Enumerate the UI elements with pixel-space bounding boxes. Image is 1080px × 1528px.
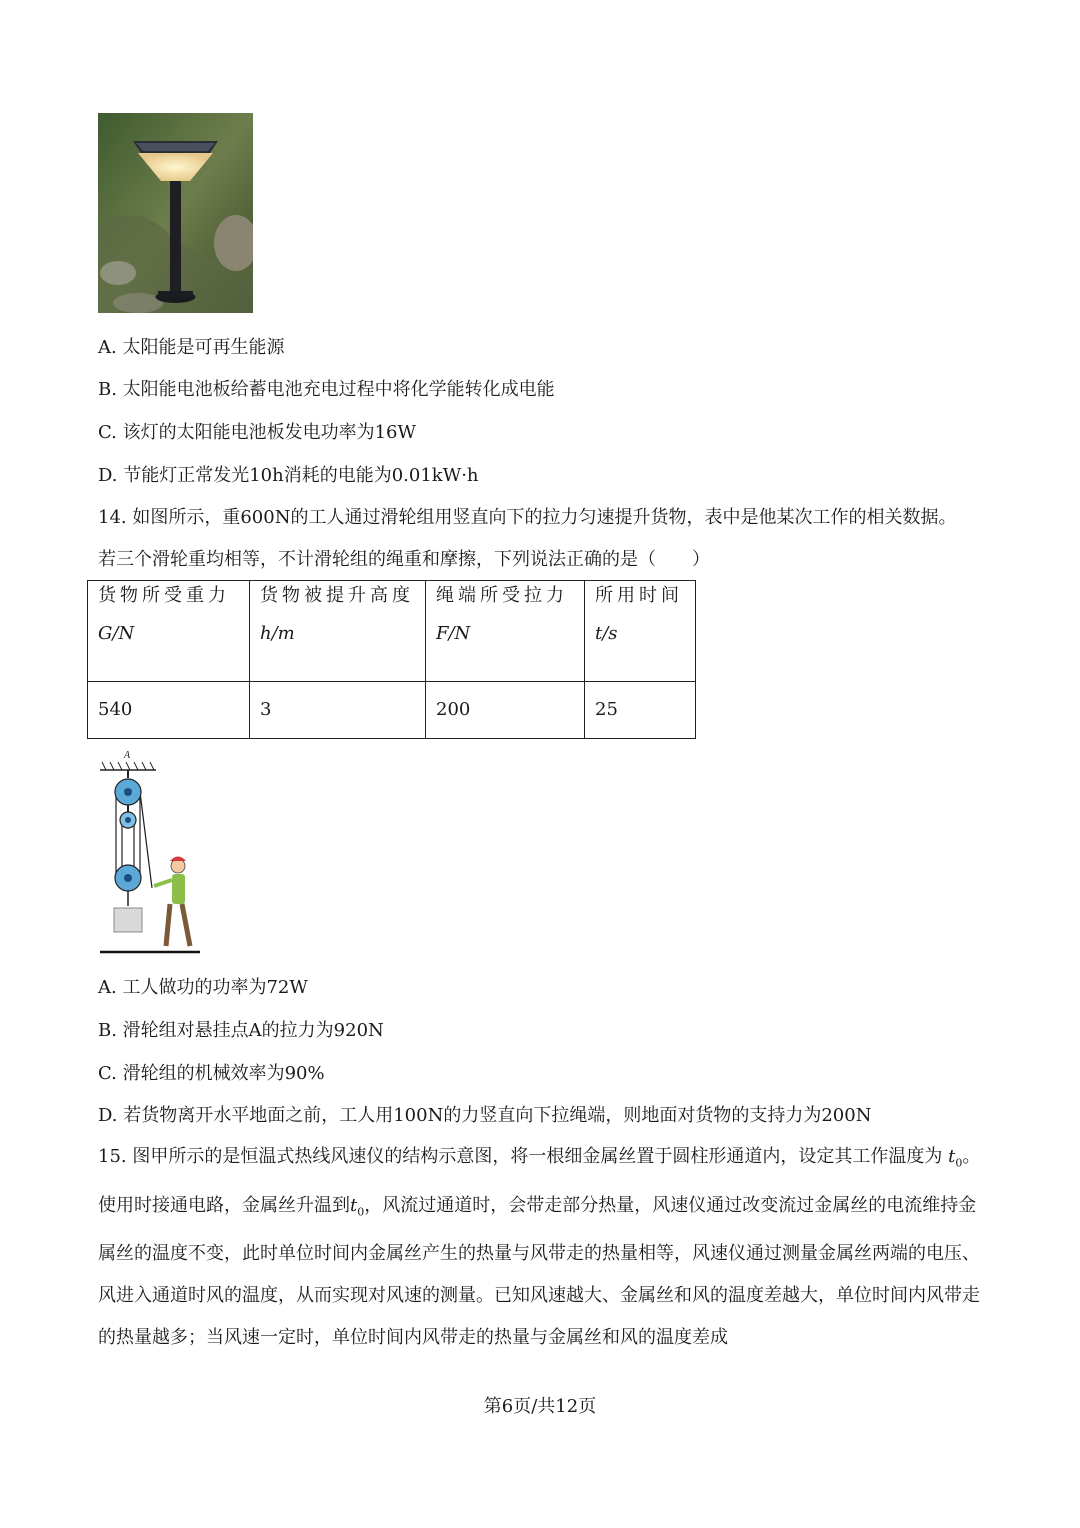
- t0-symbol: t: [350, 1194, 358, 1216]
- t0-symbol: t: [948, 1146, 956, 1167]
- t0-subscript: 0: [357, 1205, 365, 1219]
- table-header-cell: 绳端所受拉力 F/N: [426, 581, 585, 682]
- point-a-label: A: [124, 750, 131, 761]
- page-footer: 第6页/共12页: [483, 1396, 597, 1417]
- table-cell: 25: [585, 682, 696, 739]
- q14-option-d: D. 若货物离开水平地面之前，工人用100N的力竖直向下拉绳端，则地面对货物的支持力为200N: [98, 1105, 872, 1126]
- q14-option-c: C. 滑轮组的机械效率为90%: [98, 1063, 325, 1084]
- q15-text-part1: 15. 图甲所示的是恒温式热线风速仪的结构示意图，将一根细金属丝置于圆柱形通道内，设定其工作温度为: [98, 1146, 943, 1167]
- q15-text-part2: 。使用时接通电路，金属丝升温到: [98, 1146, 981, 1216]
- table-cell: 200: [426, 682, 585, 739]
- solar-lamp-photo: [98, 113, 253, 313]
- table-header-cell: 货物被提升高度 h/m: [250, 581, 426, 682]
- t0-subscript: 0: [955, 1156, 963, 1170]
- q13-option-c: C. 该灯的太阳能电池板发电功率为16W: [98, 422, 416, 443]
- pulley-system-diagram: [96, 748, 204, 958]
- q13-option-b: B. 太阳能电池板给蓄电池充电过程中将化学能转化成电能: [98, 379, 555, 400]
- q14-option-b: B. 滑轮组对悬挂点A的拉力为920N: [98, 1020, 384, 1041]
- table-cell: 540: [88, 682, 250, 739]
- q15-text-part3: ，风流过通道时，会带走部分热量，风速仪通过改变流过金属丝的电流维持金属丝的温度不变，此时单位时间内金属丝产生的热量与风带走的热量相等，风速仪通过测量金属丝两端的电压、风进入通道时风的温度，从而实现对风速的测量。已知风速越大、金属丝和风的温度差越大，单位时间内风带走的热量越多；当风速一定时，单位时间内风带走的热量与金属丝和风的温度差成: [98, 1194, 980, 1349]
- table-cell: 3: [250, 682, 426, 739]
- q14-option-a: A. 工人做功的功率为72W: [98, 977, 308, 998]
- table-header-cell: 所用时间 t/s: [585, 581, 696, 682]
- q13-option-a: A. 太阳能是可再生能源: [98, 337, 285, 358]
- q14-stem-line2: 若三个滑轮重均相等，不计滑轮组的绳重和摩擦，下列说法正确的是（ ）: [98, 549, 710, 570]
- q13-option-d: D. 节能灯正常发光10h消耗的电能为0.01kW·h: [98, 465, 479, 486]
- q14-stem-line1: 14. 如图所示，重600N的工人通过滑轮组用竖直向下的拉力匀速提升货物，表中是他某次工作的相关数据。: [98, 507, 957, 528]
- q14-data-table: [87, 580, 696, 739]
- q15-paragraph: [98, 1136, 988, 1359]
- table-header-cell: 货物所受重力 G/N: [88, 581, 250, 682]
